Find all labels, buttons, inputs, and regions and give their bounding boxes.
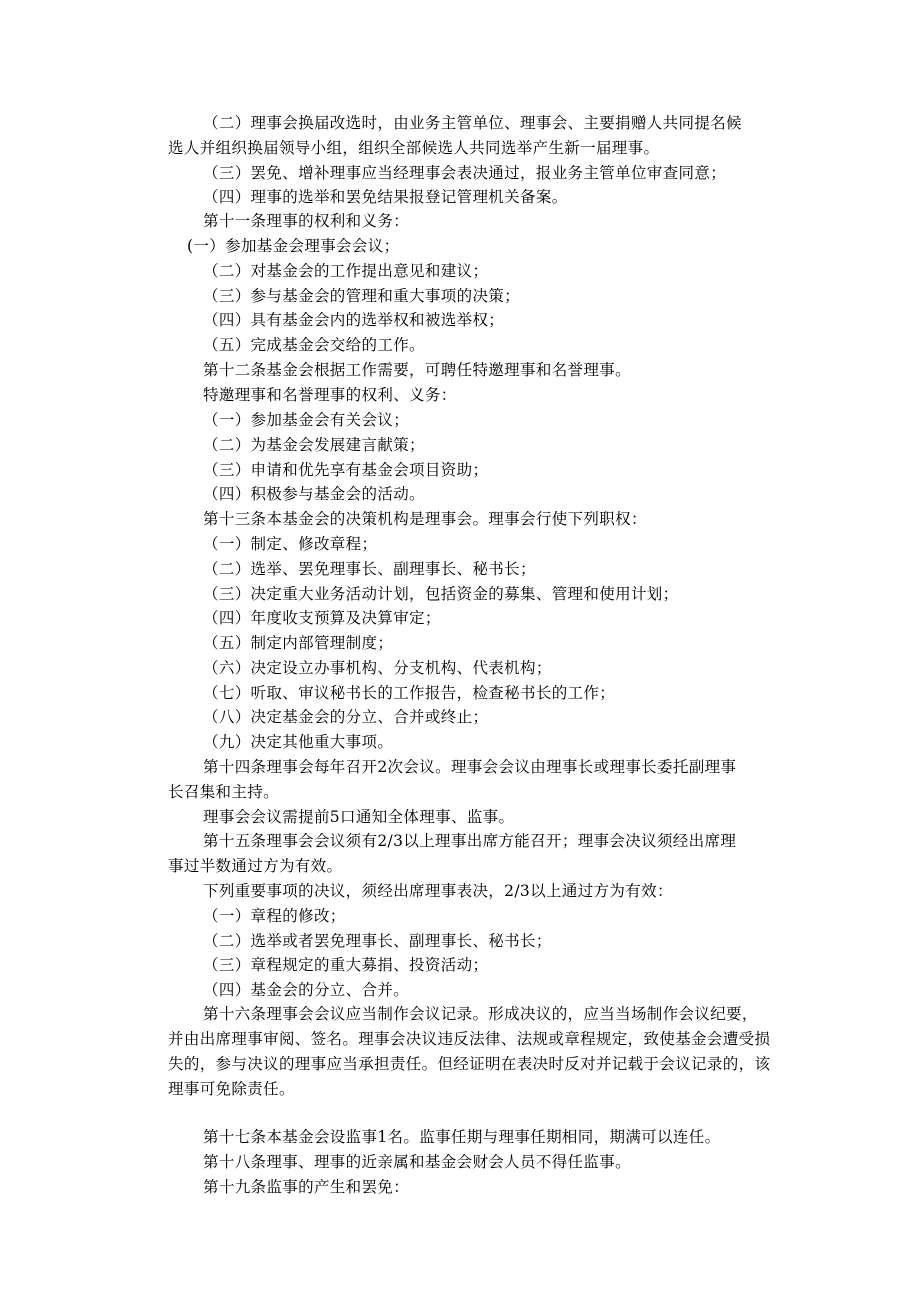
section-heading: 第十二条基金会根据工作需要，可聘任特邀理事和名誉理事。 (203, 361, 631, 379)
list-item: （七）听取、审议秘书长的工作报告，检查秘书长的工作； (203, 684, 616, 702)
list-item: （三）章程规定的重大募捐、投资活动； (203, 956, 489, 974)
section-heading: 第十四条理事会每年召开2次会议。理事会会议由理事长或理事长委托副理事 (203, 758, 737, 776)
list-item: （一）制定、修改章程； (203, 535, 378, 553)
text-line: 并由出席理事审阅、签名。理事会决议违反法律、法规或章程规定，致使基金会遭受损 (168, 1030, 771, 1048)
section-heading: 第十六条理事会会议应当制作会议记录。形成决议的，应当当场制作会议纪要， (203, 1005, 758, 1023)
list-item: （四）积极参与基金会的活动。 (203, 485, 425, 503)
text-line: 选人并组织换届领导小组，组织全部候选人共同选举产生新一届理事。 (168, 139, 660, 157)
section-heading: 第十九条监事的产生和罢免： (203, 1178, 410, 1196)
list-item: （九）决定其他重大事项。 (203, 733, 394, 751)
list-item: （二）选举或者罢免理事长、副理事长、秘书长； (203, 932, 552, 950)
text-line: 长召集和主持。 (168, 783, 279, 801)
text-line: 理事会会议需提前5口通知全体理事、监事。 (203, 808, 515, 826)
section-heading: 第十一条理事的权利和义务： (203, 212, 410, 230)
list-item: （三）参与基金会的管理和重大事项的决策； (203, 287, 521, 305)
text-line: （三）罢免、增补理事应当经理事会表决通过，报业务主管单位审查同意； (203, 164, 727, 182)
list-item: (一）参加基金会理事会会议； (187, 237, 400, 255)
section-heading: 第十五条理事会会议须有2/3以上理事出席方能召开；理事会决议须经出席理 (203, 832, 737, 850)
list-item: （五）完成基金会交给的工作。 (203, 336, 425, 354)
section-heading: 第十七条本基金会设监事1名。监事任期与理事任期相同，期满可以连任。 (203, 1128, 721, 1146)
list-item: （四）具有基金会内的选举权和被选举权； (203, 311, 505, 329)
list-item: （四）基金会的分立、合并。 (203, 981, 410, 999)
text-line: 理事可免除责任。 (168, 1080, 295, 1098)
text-line: 下列重要事项的决议，须经出席理事表决，2/3以上通过方为有效： (203, 882, 673, 900)
section-heading: 第十八条理事、理事的近亲属和基金会财会人员不得任监事。 (203, 1153, 631, 1171)
text-line: 事过半数通过方为有效。 (168, 857, 343, 875)
list-item: （五）制定内部管理制度； (203, 634, 394, 652)
text-line: 失的，参与决议的理事应当承担责任。但经证明在表决时反对并记载于会议记录的，该 (168, 1055, 771, 1073)
list-item: （三）决定重大业务活动计划，包括资金的募集、管理和使用计划； (203, 585, 679, 603)
list-item: （二）对基金会的工作提出意见和建议； (203, 262, 489, 280)
list-item: （三）申请和优先享有基金会项目资助； (203, 461, 489, 479)
list-item: （二）选举、罢免理事长、副理事长、秘书长； (203, 560, 536, 578)
list-item: （八）决定基金会的分立、合并或终止； (203, 708, 489, 726)
list-item: （四）年度收支预算及决算审定； (203, 609, 441, 627)
text-line: （二）理事会换届改选时，由业务主管单位、理事会、主要捐赠人共同提名候 (203, 114, 742, 132)
text-line: （四）理事的选举和罢免结果报登记管理机关备案。 (203, 188, 568, 206)
list-item: （一）章程的修改； (203, 907, 346, 925)
list-item: （六）决定设立办事机构、分支机构、代表机构； (203, 659, 552, 677)
list-item: （二）为基金会发展建言献策； (203, 436, 425, 454)
list-item: （一）参加基金会有关会议； (203, 411, 410, 429)
text-line: 特邀理事和名誉理事的权利、义务： (203, 386, 457, 404)
section-heading: 第十三条本基金会的决策机构是理事会。理事会行使下列职权： (203, 510, 647, 528)
